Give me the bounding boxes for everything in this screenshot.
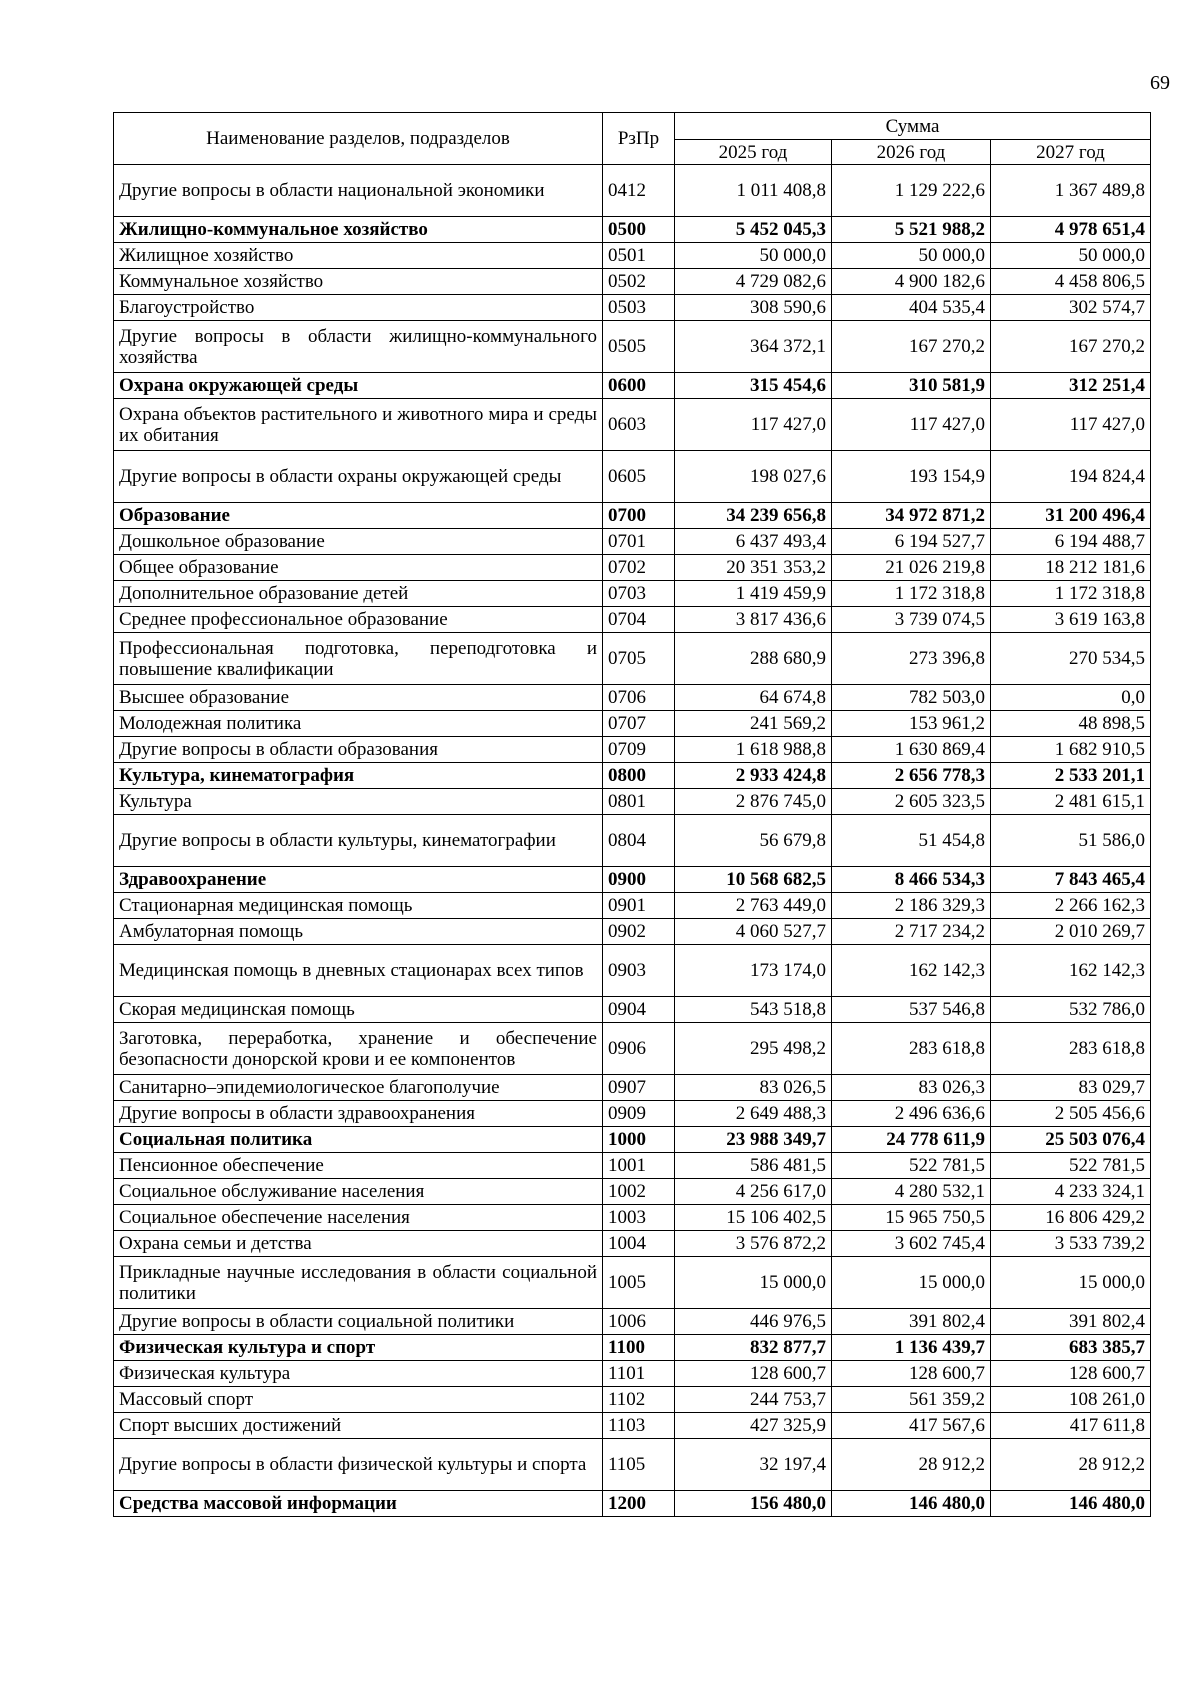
row-value-2025: 543 518,8 (675, 997, 832, 1023)
row-value-2025: 56 679,8 (675, 815, 832, 867)
row-value-2027: 2 266 162,3 (991, 893, 1151, 919)
row-value-2025: 83 026,5 (675, 1075, 832, 1101)
header-year-2025: 2025 год (675, 140, 832, 165)
row-value-2026: 1 630 869,4 (832, 737, 991, 763)
row-value-2026: 273 396,8 (832, 633, 991, 685)
row-value-2025: 295 498,2 (675, 1023, 832, 1075)
row-code: 1006 (603, 1309, 675, 1335)
row-value-2027: 2 505 456,6 (991, 1101, 1151, 1127)
row-value-2027: 283 618,8 (991, 1023, 1151, 1075)
table-row (114, 1023, 1151, 1075)
row-code: 0603 (603, 399, 675, 451)
row-value-2026: 6 194 527,7 (832, 529, 991, 555)
row-name: Другие вопросы в области здравоохранения (114, 1101, 603, 1127)
row-name: Медицинская помощь в дневных стационарах всех типов (114, 945, 603, 997)
row-value-2027: 18 212 181,6 (991, 555, 1151, 581)
row-code: 0902 (603, 919, 675, 945)
row-name: Высшее образование (114, 685, 603, 711)
row-value-2027: 51 586,0 (991, 815, 1151, 867)
row-code: 0709 (603, 737, 675, 763)
row-value-2025: 34 239 656,8 (675, 503, 832, 529)
row-value-2027: 50 000,0 (991, 243, 1151, 269)
row-value-2027: 25 503 076,4 (991, 1127, 1151, 1153)
row-value-2026: 561 359,2 (832, 1387, 991, 1413)
row-value-2025: 15 000,0 (675, 1257, 832, 1309)
row-value-2025: 315 454,6 (675, 373, 832, 399)
row-name: Жилищно-коммунальное хозяйство (114, 217, 603, 243)
row-value-2025: 15 106 402,5 (675, 1205, 832, 1231)
row-code: 0904 (603, 997, 675, 1023)
table-row (114, 737, 1151, 763)
row-value-2027: 162 142,3 (991, 945, 1151, 997)
table-row (114, 893, 1151, 919)
row-value-2025: 6 437 493,4 (675, 529, 832, 555)
row-value-2027: 0,0 (991, 685, 1151, 711)
row-code: 0800 (603, 763, 675, 789)
row-value-2027: 4 978 651,4 (991, 217, 1151, 243)
row-name: Другие вопросы в области национальной экономики (114, 165, 603, 217)
row-value-2027: 417 611,8 (991, 1413, 1151, 1439)
row-name: Скорая медицинская помощь (114, 997, 603, 1023)
row-value-2026: 5 521 988,2 (832, 217, 991, 243)
row-value-2025: 64 674,8 (675, 685, 832, 711)
row-value-2026: 28 912,2 (832, 1439, 991, 1491)
row-name: Профессиональная подготовка, переподготовка и повышение квалификации (114, 633, 603, 685)
row-value-2027: 270 534,5 (991, 633, 1151, 685)
row-value-2026: 117 427,0 (832, 399, 991, 451)
table-row (114, 1075, 1151, 1101)
row-name: Другие вопросы в области социальной политики (114, 1309, 603, 1335)
row-value-2027: 3 619 163,8 (991, 607, 1151, 633)
table-body (114, 165, 1151, 1517)
table-row (114, 1387, 1151, 1413)
row-name: Социальное обеспечение населения (114, 1205, 603, 1231)
row-value-2025: 1 011 408,8 (675, 165, 832, 217)
row-value-2026: 24 778 611,9 (832, 1127, 991, 1153)
row-value-2025: 4 729 082,6 (675, 269, 832, 295)
row-value-2025: 241 569,2 (675, 711, 832, 737)
row-value-2027: 28 912,2 (991, 1439, 1151, 1491)
row-value-2026: 2 656 778,3 (832, 763, 991, 789)
header-sum: Сумма (675, 113, 1151, 140)
table-row (114, 555, 1151, 581)
table-row (114, 1439, 1151, 1491)
row-code: 0900 (603, 867, 675, 893)
row-name: Общее образование (114, 555, 603, 581)
row-code: 0903 (603, 945, 675, 997)
row-value-2026: 50 000,0 (832, 243, 991, 269)
table-row (114, 945, 1151, 997)
table-row (114, 815, 1151, 867)
row-code: 1105 (603, 1439, 675, 1491)
row-value-2026: 417 567,6 (832, 1413, 991, 1439)
table-row (114, 399, 1151, 451)
row-value-2025: 32 197,4 (675, 1439, 832, 1491)
row-value-2026: 310 581,9 (832, 373, 991, 399)
row-value-2026: 83 026,3 (832, 1075, 991, 1101)
row-code: 1003 (603, 1205, 675, 1231)
row-value-2026: 146 480,0 (832, 1491, 991, 1517)
row-code: 0901 (603, 893, 675, 919)
row-name: Другие вопросы в области образования (114, 737, 603, 763)
page-number: 69 (1150, 72, 1170, 94)
row-value-2027: 108 261,0 (991, 1387, 1151, 1413)
header-year-2027: 2027 год (991, 140, 1151, 165)
row-value-2026: 1 136 439,7 (832, 1335, 991, 1361)
row-value-2025: 2 763 449,0 (675, 893, 832, 919)
row-value-2027: 48 898,5 (991, 711, 1151, 737)
row-code: 0703 (603, 581, 675, 607)
row-value-2026: 391 802,4 (832, 1309, 991, 1335)
row-name: Коммунальное хозяйство (114, 269, 603, 295)
row-value-2027: 683 385,7 (991, 1335, 1151, 1361)
table-row (114, 1361, 1151, 1387)
row-code: 1001 (603, 1153, 675, 1179)
row-code: 0500 (603, 217, 675, 243)
table-row (114, 581, 1151, 607)
row-value-2026: 2 186 329,3 (832, 893, 991, 919)
table-row (114, 1179, 1151, 1205)
table-row (114, 243, 1151, 269)
row-value-2027: 7 843 465,4 (991, 867, 1151, 893)
row-code: 1100 (603, 1335, 675, 1361)
row-value-2026: 162 142,3 (832, 945, 991, 997)
row-code: 0707 (603, 711, 675, 737)
row-code: 1103 (603, 1413, 675, 1439)
row-code: 0502 (603, 269, 675, 295)
row-name: Дошкольное образование (114, 529, 603, 555)
row-name: Пенсионное обеспечение (114, 1153, 603, 1179)
row-value-2026: 782 503,0 (832, 685, 991, 711)
row-value-2025: 3 576 872,2 (675, 1231, 832, 1257)
table-row (114, 1153, 1151, 1179)
row-name: Культура (114, 789, 603, 815)
table-row (114, 633, 1151, 685)
row-value-2025: 586 481,5 (675, 1153, 832, 1179)
row-value-2026: 193 154,9 (832, 451, 991, 503)
row-value-2027: 2 481 615,1 (991, 789, 1151, 815)
row-value-2027: 1 367 489,8 (991, 165, 1151, 217)
row-code: 1005 (603, 1257, 675, 1309)
section-row (114, 1335, 1151, 1361)
row-code: 0605 (603, 451, 675, 503)
row-name: Средства массовой информации (114, 1491, 603, 1517)
row-code: 0702 (603, 555, 675, 581)
row-name: Жилищное хозяйство (114, 243, 603, 269)
row-value-2025: 117 427,0 (675, 399, 832, 451)
row-name: Культура, кинематография (114, 763, 603, 789)
row-name: Охрана объектов растительного и животного мира и среды их обитания (114, 399, 603, 451)
row-value-2026: 1 172 318,8 (832, 581, 991, 607)
row-value-2026: 8 466 534,3 (832, 867, 991, 893)
row-value-2025: 288 680,9 (675, 633, 832, 685)
row-code: 0600 (603, 373, 675, 399)
row-value-2027: 128 600,7 (991, 1361, 1151, 1387)
row-value-2025: 1 618 988,8 (675, 737, 832, 763)
row-value-2026: 2 496 636,6 (832, 1101, 991, 1127)
table-row (114, 919, 1151, 945)
row-name: Санитарно–эпидемиологическое благополучие (114, 1075, 603, 1101)
row-value-2025: 20 351 353,2 (675, 555, 832, 581)
row-name: Охрана окружающей среды (114, 373, 603, 399)
row-code: 0906 (603, 1023, 675, 1075)
budget-table (113, 112, 1151, 1517)
row-value-2025: 1 419 459,9 (675, 581, 832, 607)
table-row (114, 451, 1151, 503)
table-row (114, 165, 1151, 217)
row-value-2025: 4 060 527,7 (675, 919, 832, 945)
row-value-2025: 3 817 436,6 (675, 607, 832, 633)
row-value-2026: 1 129 222,6 (832, 165, 991, 217)
section-row (114, 1127, 1151, 1153)
table-row (114, 295, 1151, 321)
table-row (114, 1205, 1151, 1231)
row-name: Молодежная политика (114, 711, 603, 737)
row-value-2025: 4 256 617,0 (675, 1179, 832, 1205)
row-value-2026: 51 454,8 (832, 815, 991, 867)
row-value-2026: 167 270,2 (832, 321, 991, 373)
table-row (114, 269, 1151, 295)
table-row (114, 321, 1151, 373)
table-row (114, 1101, 1151, 1127)
section-row (114, 503, 1151, 529)
row-value-2026: 128 600,7 (832, 1361, 991, 1387)
row-code: 1101 (603, 1361, 675, 1387)
row-value-2027: 117 427,0 (991, 399, 1151, 451)
row-value-2026: 4 280 532,1 (832, 1179, 991, 1205)
row-code: 1200 (603, 1491, 675, 1517)
row-value-2027: 532 786,0 (991, 997, 1151, 1023)
row-value-2026: 404 535,4 (832, 295, 991, 321)
row-value-2027: 16 806 429,2 (991, 1205, 1151, 1231)
row-name: Социальная политика (114, 1127, 603, 1153)
row-value-2026: 3 602 745,4 (832, 1231, 991, 1257)
row-value-2026: 15 965 750,5 (832, 1205, 991, 1231)
row-code: 0706 (603, 685, 675, 711)
row-code: 0909 (603, 1101, 675, 1127)
row-value-2025: 427 325,9 (675, 1413, 832, 1439)
row-value-2026: 21 026 219,8 (832, 555, 991, 581)
table-row (114, 1231, 1151, 1257)
table-row (114, 607, 1151, 633)
row-value-2027: 522 781,5 (991, 1153, 1151, 1179)
row-code: 0505 (603, 321, 675, 373)
row-value-2025: 50 000,0 (675, 243, 832, 269)
row-name: Другие вопросы в области охраны окружающей среды (114, 451, 603, 503)
row-name: Прикладные научные исследования в области социальной политики (114, 1257, 603, 1309)
row-value-2025: 173 174,0 (675, 945, 832, 997)
row-code: 0412 (603, 165, 675, 217)
row-value-2025: 308 590,6 (675, 295, 832, 321)
row-code: 1004 (603, 1231, 675, 1257)
row-name: Благоустройство (114, 295, 603, 321)
row-value-2026: 522 781,5 (832, 1153, 991, 1179)
row-name: Другие вопросы в области жилищно-коммунального хозяйства (114, 321, 603, 373)
row-name: Амбулаторная помощь (114, 919, 603, 945)
row-value-2026: 34 972 871,2 (832, 503, 991, 529)
row-name: Физическая культура (114, 1361, 603, 1387)
row-value-2025: 23 988 349,7 (675, 1127, 832, 1153)
row-code: 0704 (603, 607, 675, 633)
row-value-2025: 2 876 745,0 (675, 789, 832, 815)
row-code: 0501 (603, 243, 675, 269)
table-row (114, 1257, 1151, 1309)
row-value-2027: 31 200 496,4 (991, 503, 1151, 529)
header-year-2026: 2026 год (832, 140, 991, 165)
row-value-2025: 244 753,7 (675, 1387, 832, 1413)
row-name: Другие вопросы в области физической культуры и спорта (114, 1439, 603, 1491)
section-row (114, 1491, 1151, 1517)
row-value-2027: 15 000,0 (991, 1257, 1151, 1309)
row-value-2026: 4 900 182,6 (832, 269, 991, 295)
row-name: Стационарная медицинская помощь (114, 893, 603, 919)
row-value-2027: 391 802,4 (991, 1309, 1151, 1335)
row-value-2026: 537 546,8 (832, 997, 991, 1023)
row-code: 0804 (603, 815, 675, 867)
row-code: 0705 (603, 633, 675, 685)
row-value-2027: 83 029,7 (991, 1075, 1151, 1101)
row-value-2027: 1 682 910,5 (991, 737, 1151, 763)
row-value-2027: 4 233 324,1 (991, 1179, 1151, 1205)
header-name: Наименование разделов, подразделов (114, 113, 603, 165)
row-name: Среднее профессиональное образование (114, 607, 603, 633)
table-row (114, 789, 1151, 815)
section-row (114, 217, 1151, 243)
table-row (114, 1413, 1151, 1439)
row-name: Дополнительное образование детей (114, 581, 603, 607)
header-code: РзПр (603, 113, 675, 165)
row-value-2026: 3 739 074,5 (832, 607, 991, 633)
row-value-2025: 156 480,0 (675, 1491, 832, 1517)
row-name: Другие вопросы в области культуры, кинематографии (114, 815, 603, 867)
row-value-2025: 2 933 424,8 (675, 763, 832, 789)
row-name: Физическая культура и спорт (114, 1335, 603, 1361)
table-row (114, 685, 1151, 711)
row-name: Заготовка, переработка, хранение и обеспечение безопасности донорской крови и ее компонентов (114, 1023, 603, 1075)
row-code: 1102 (603, 1387, 675, 1413)
row-value-2026: 2 717 234,2 (832, 919, 991, 945)
row-value-2027: 194 824,4 (991, 451, 1151, 503)
section-row (114, 763, 1151, 789)
row-name: Образование (114, 503, 603, 529)
row-name: Спорт высших достижений (114, 1413, 603, 1439)
row-value-2027: 3 533 739,2 (991, 1231, 1151, 1257)
row-code: 1000 (603, 1127, 675, 1153)
row-name: Массовый спорт (114, 1387, 603, 1413)
table-row (114, 711, 1151, 737)
table-row (114, 997, 1151, 1023)
row-value-2025: 10 568 682,5 (675, 867, 832, 893)
row-value-2026: 153 961,2 (832, 711, 991, 737)
row-value-2027: 2 010 269,7 (991, 919, 1151, 945)
row-code: 0503 (603, 295, 675, 321)
row-code: 0801 (603, 789, 675, 815)
table-row (114, 529, 1151, 555)
row-code: 0700 (603, 503, 675, 529)
row-value-2027: 302 574,7 (991, 295, 1151, 321)
section-row (114, 867, 1151, 893)
table-row (114, 1309, 1151, 1335)
row-value-2025: 128 600,7 (675, 1361, 832, 1387)
row-value-2025: 364 372,1 (675, 321, 832, 373)
row-value-2025: 2 649 488,3 (675, 1101, 832, 1127)
row-name: Социальное обслуживание населения (114, 1179, 603, 1205)
row-value-2027: 4 458 806,5 (991, 269, 1151, 295)
row-value-2025: 5 452 045,3 (675, 217, 832, 243)
section-row (114, 373, 1151, 399)
row-value-2027: 146 480,0 (991, 1491, 1151, 1517)
row-code: 0701 (603, 529, 675, 555)
row-value-2025: 832 877,7 (675, 1335, 832, 1361)
row-value-2027: 312 251,4 (991, 373, 1151, 399)
row-value-2026: 15 000,0 (832, 1257, 991, 1309)
row-code: 0907 (603, 1075, 675, 1101)
row-value-2026: 2 605 323,5 (832, 789, 991, 815)
row-code: 1002 (603, 1179, 675, 1205)
row-name: Здравоохранение (114, 867, 603, 893)
row-value-2027: 167 270,2 (991, 321, 1151, 373)
row-value-2027: 2 533 201,1 (991, 763, 1151, 789)
row-value-2026: 283 618,8 (832, 1023, 991, 1075)
row-value-2025: 446 976,5 (675, 1309, 832, 1335)
row-name: Охрана семьи и детства (114, 1231, 603, 1257)
row-value-2025: 198 027,6 (675, 451, 832, 503)
row-value-2027: 1 172 318,8 (991, 581, 1151, 607)
row-value-2027: 6 194 488,7 (991, 529, 1151, 555)
